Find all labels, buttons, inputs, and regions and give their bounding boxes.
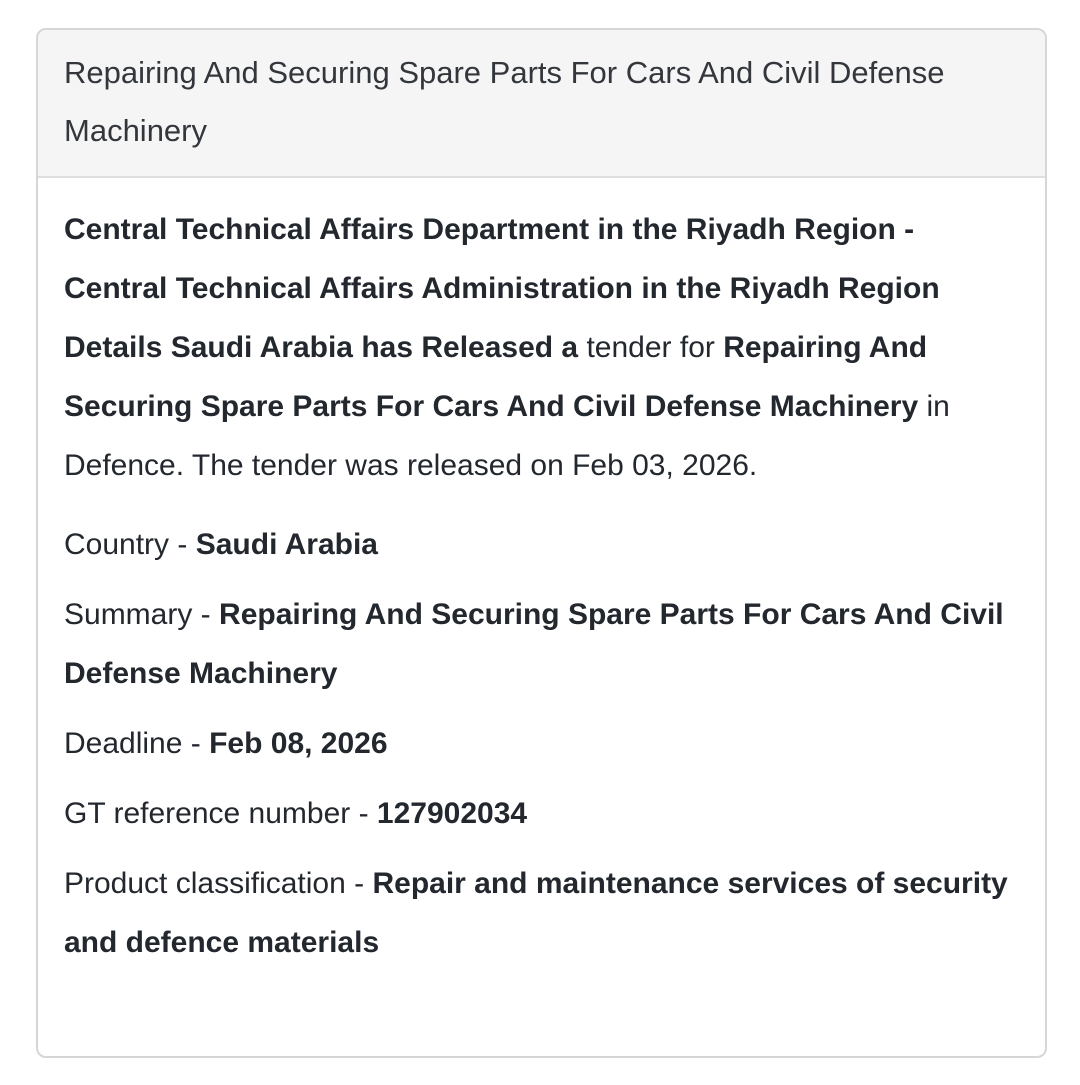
description-segment: in Defence. The tender was released on Feb 03, 2026. — [64, 390, 950, 482]
field-country-value: Saudi Arabia — [195, 528, 378, 561]
field-deadline-label: Deadline - — [64, 727, 201, 760]
field-summary-value: Repairing And Securing Spare Parts For Cars And Civil Defense Machinery — [64, 598, 1004, 690]
field-gt-reference — [64, 784, 1021, 843]
field-country — [64, 515, 1021, 574]
tender-details-body — [38, 178, 1045, 1006]
tender-description — [64, 200, 1021, 495]
field-gt-reference-value: 127902034 — [376, 797, 528, 830]
tender-card — [36, 28, 1047, 1058]
field-deadline — [64, 714, 1021, 773]
tender-title-header[interactable] — [38, 30, 1045, 178]
field-summary-label: Summary - — [64, 598, 211, 631]
tender-title: Repairing And Securing Spare Parts For Cars And Civil Defense Machinery — [64, 55, 945, 148]
field-product-classification — [64, 854, 1021, 972]
field-summary — [64, 585, 1021, 703]
field-deadline-value: Feb 08, 2026 — [209, 727, 388, 760]
field-gt-reference-label: GT reference number - — [64, 797, 369, 830]
description-segment: Central Technical Affairs Department in the Riyadh Region - Central Technical Affairs Administration in the Riyadh Region Details Saudi Arabia has Released a — [64, 213, 940, 364]
field-product-classification-value: Repair and maintenance services of security and defence materials — [64, 867, 1008, 959]
field-country-label: Country - — [64, 528, 188, 561]
field-product-classification-label: Product classification - — [64, 867, 365, 900]
description-segment: Repairing And Securing Spare Parts For Cars And Civil Defense Machinery — [64, 331, 928, 423]
description-segment: tender for — [578, 331, 724, 364]
